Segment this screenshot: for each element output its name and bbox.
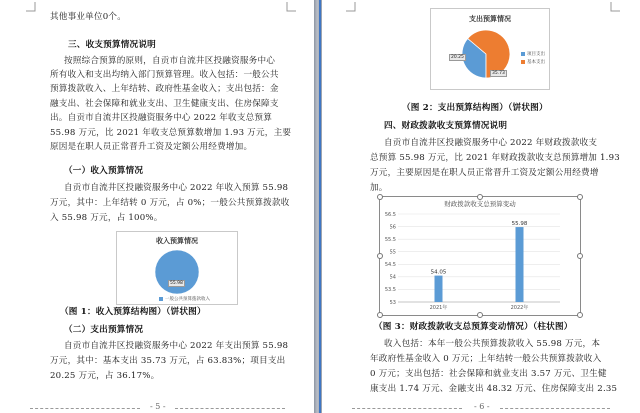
pie-slice (155, 250, 199, 294)
crop-mark-icon (346, 2, 356, 12)
text-line: 0 万元；支出包括：社会保障和就业支出 3.57 万元、卫生健 (370, 369, 607, 379)
resize-handle[interactable] (377, 194, 383, 200)
legend-swatch (521, 60, 525, 64)
subsection-heading: （一）收入预算情况 (64, 166, 144, 176)
text-line: 自贡市自流井区投融资服务中心 2022 年财政拨款收支 (384, 138, 598, 148)
pie-slice-label: 20.25 (451, 55, 464, 60)
text-line: 55.98 万元，比 2021 年收支总预算数增加 1.93 万元，主要 (50, 128, 292, 138)
crop-mark-icon (26, 2, 36, 12)
income-pie-chart[interactable] (116, 231, 238, 305)
y-tick-label: 54 (389, 274, 396, 281)
chart-title: 财政拨款收支总预算变动 (444, 200, 516, 208)
x-tick-label: 2022年 (510, 305, 529, 311)
text-line: 加。 (370, 183, 388, 193)
pie-slice-label: 55.98 (170, 281, 183, 286)
document-page-6 (322, 0, 640, 413)
page-number: - 5 - (150, 402, 166, 411)
data-label: 55.98 (511, 221, 528, 228)
y-tick-label: 53 (389, 299, 396, 306)
resize-handle[interactable] (577, 312, 583, 318)
bar-chart-canvas (380, 197, 580, 315)
figure-caption: （图 1：收入预算结构图）（饼状图） (60, 307, 206, 317)
resize-handle[interactable] (477, 312, 483, 318)
legend-swatch (159, 297, 163, 301)
pie-canvas (431, 9, 549, 89)
text-line: 20.25 万元，占 36.17%。 (50, 371, 160, 381)
pie-canvas (117, 232, 237, 304)
budget-change-bar-chart[interactable] (379, 196, 581, 316)
y-tick-label: 54.5 (384, 262, 396, 269)
figure-caption: （图 3：财政拨款收支总预算变动情况）（柱状图） (374, 322, 573, 332)
pie-slice-label: 35.73 (492, 71, 505, 76)
data-label: 54.05 (430, 269, 447, 276)
chart-legend-item (521, 59, 545, 65)
text-line: 康支出 1.74 万元、金融支出 48.32 万元、住房保障支出 2.35 (370, 384, 618, 394)
resize-handle[interactable] (577, 194, 583, 200)
legend-label: 基本支出 (527, 60, 545, 65)
text-line: 出。自贡市自流井区投融资服务中心 2022 年收支总预算 (50, 113, 272, 123)
subsection-heading: （二）支出预算情况 (64, 325, 144, 335)
text-line: 所有收入和支出均纳入部门预算管理。收入包括：一般公共 (50, 70, 279, 80)
text-line: 万元，其中：上年结转 0 万元，占 0%；一般公共预算拨款收 (50, 198, 290, 208)
text-line: 其他事业单位0个。 (50, 12, 127, 22)
text-line: 自贡市自流井区投融资服务中心 2022 年支出预算 55.98 (64, 341, 289, 351)
text-line: 万元，其中：基本支出 35.73 万元，占 63.83%；项目支出 (50, 356, 286, 366)
text-line: 入 55.98 万元，占 100%。 (50, 213, 163, 223)
y-tick-label: 55 (389, 249, 396, 256)
resize-handle[interactable] (577, 253, 583, 259)
footer-rule (30, 408, 140, 409)
chart-title: 收入预算情况 (156, 237, 198, 245)
text-line: 按照综合预算的原则，自贡市自流井区投融资服务中心 (64, 56, 276, 66)
text-line: 自贡市自流井区投融资服务中心 2022 年收入预算 55.98 (64, 183, 289, 193)
expense-pie-chart[interactable] (430, 8, 550, 90)
document-page-5 (0, 0, 314, 413)
legend-label: 一般公共预算拨款收入 (165, 297, 210, 302)
crop-mark-icon (286, 2, 296, 12)
text-line: 原因是在职人员正常晋升工资及定额公用经费增加。 (50, 142, 253, 152)
legend-label: 项目支出 (527, 52, 545, 57)
y-tick-label: 53.5 (384, 287, 396, 294)
page-number: - 6 - (474, 402, 490, 411)
footer-rule (500, 408, 610, 409)
text-line: 总预算 55.98 万元，比 2021 年财政拨款收支总预算增加 1.93 (370, 153, 620, 163)
y-tick-label: 56.5 (384, 211, 396, 218)
chart-legend-item (521, 51, 545, 57)
resize-handle[interactable] (477, 194, 483, 200)
text-line: 万元，主要原因是在职人员正常晋升工资及定额公用经费增 (370, 168, 599, 178)
y-tick-label: 55.5 (384, 236, 396, 243)
section-heading: 四、财政拨款收支预算情况说明 (384, 121, 508, 131)
text-line: 融支出、社会保障和就业支出、卫生健康支出、住房保障支 (50, 99, 279, 109)
section-heading: 三、收支预算情况说明 (68, 40, 156, 50)
bar (435, 276, 443, 302)
text-line: 年政府性基金收入 0 万元；上年结转一般公共预算拨款收入 (370, 354, 602, 364)
x-tick-label: 2021年 (429, 305, 448, 311)
legend-swatch (521, 52, 525, 56)
chart-title: 支出预算情况 (469, 15, 511, 23)
resize-handle[interactable] (377, 253, 383, 259)
y-tick-label: 56 (389, 224, 396, 231)
figure-caption: （图 2：支出预算结构图）（饼状图） (402, 103, 548, 113)
crop-mark-icon (610, 2, 620, 12)
text-line: 收入包括：本年一般公共预算拨款收入 55.98 万元，本 (384, 339, 601, 349)
text-line: 预算拨款收入、上年结转、政府性基金收入；支出包括：金 (50, 84, 279, 94)
chart-legend (159, 296, 210, 302)
footer-rule (352, 408, 462, 409)
footer-rule (175, 408, 285, 409)
page-separator (319, 0, 321, 413)
resize-handle[interactable] (377, 312, 383, 318)
bar (516, 227, 524, 302)
